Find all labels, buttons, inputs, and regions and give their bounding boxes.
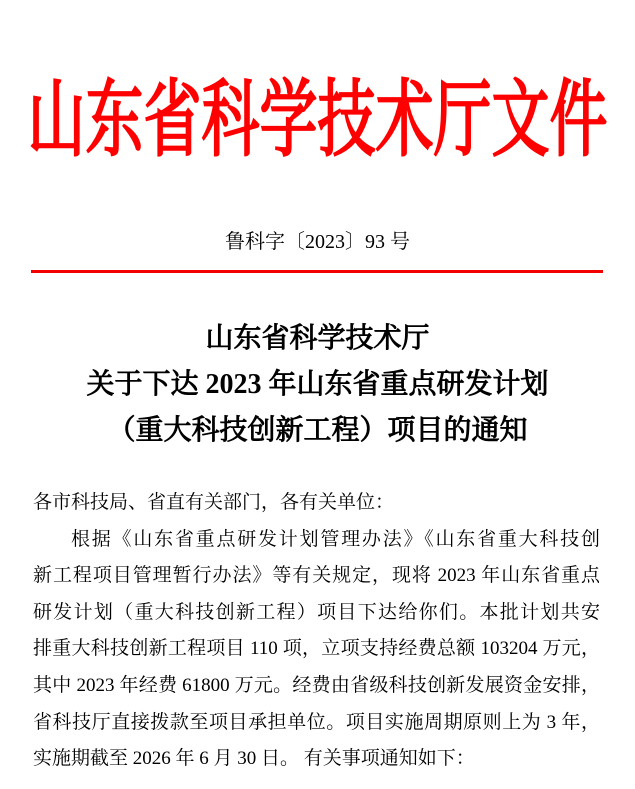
document-title-line-3: （重大科技创新工程）项目的通知 (107, 415, 528, 446)
body-line: 新工程项目管理暂行办法》等有关规定，现将 2023 年山东省重点 (33, 565, 600, 587)
document-title (0, 316, 635, 454)
body-line: 省科技厅直接拨款至项目承担单位。项目实施周期原则上为 3 年， (33, 711, 600, 733)
body-salutation-line: 各市科技局、省直有关部门，各有关单位： (33, 492, 395, 513)
agency-letterhead-title: 山东省科学技术厅文件 (27, 73, 608, 168)
document-body (33, 485, 600, 778)
red-divider-line (31, 270, 603, 273)
document-title-line-2: 关于下达 2023 年山东省重点研发计划 (86, 369, 549, 400)
document-reference-number: 鲁科字〔2023〕93 号 (225, 231, 410, 253)
body-line: 研发计划（重大科技创新工程）项目下达给你们。本批计划共安 (33, 601, 600, 623)
document-title-line-1: 山东省科学技术厅 (205, 323, 430, 354)
body-line: 实施期截至 2026 年 6 月 30 日。 有关事项通知如下： (33, 748, 475, 770)
body-line: 根据《山东省重点研发计划管理办法》《山东省重大科技创 (71, 528, 600, 550)
body-line: 其中 2023 年经费 61800 万元。经费由省级科技创新发展资金安排， (33, 674, 600, 696)
body-line: 排重大科技创新工程项目 110 项，立项支持经费总额 103204 万元， (33, 638, 600, 660)
